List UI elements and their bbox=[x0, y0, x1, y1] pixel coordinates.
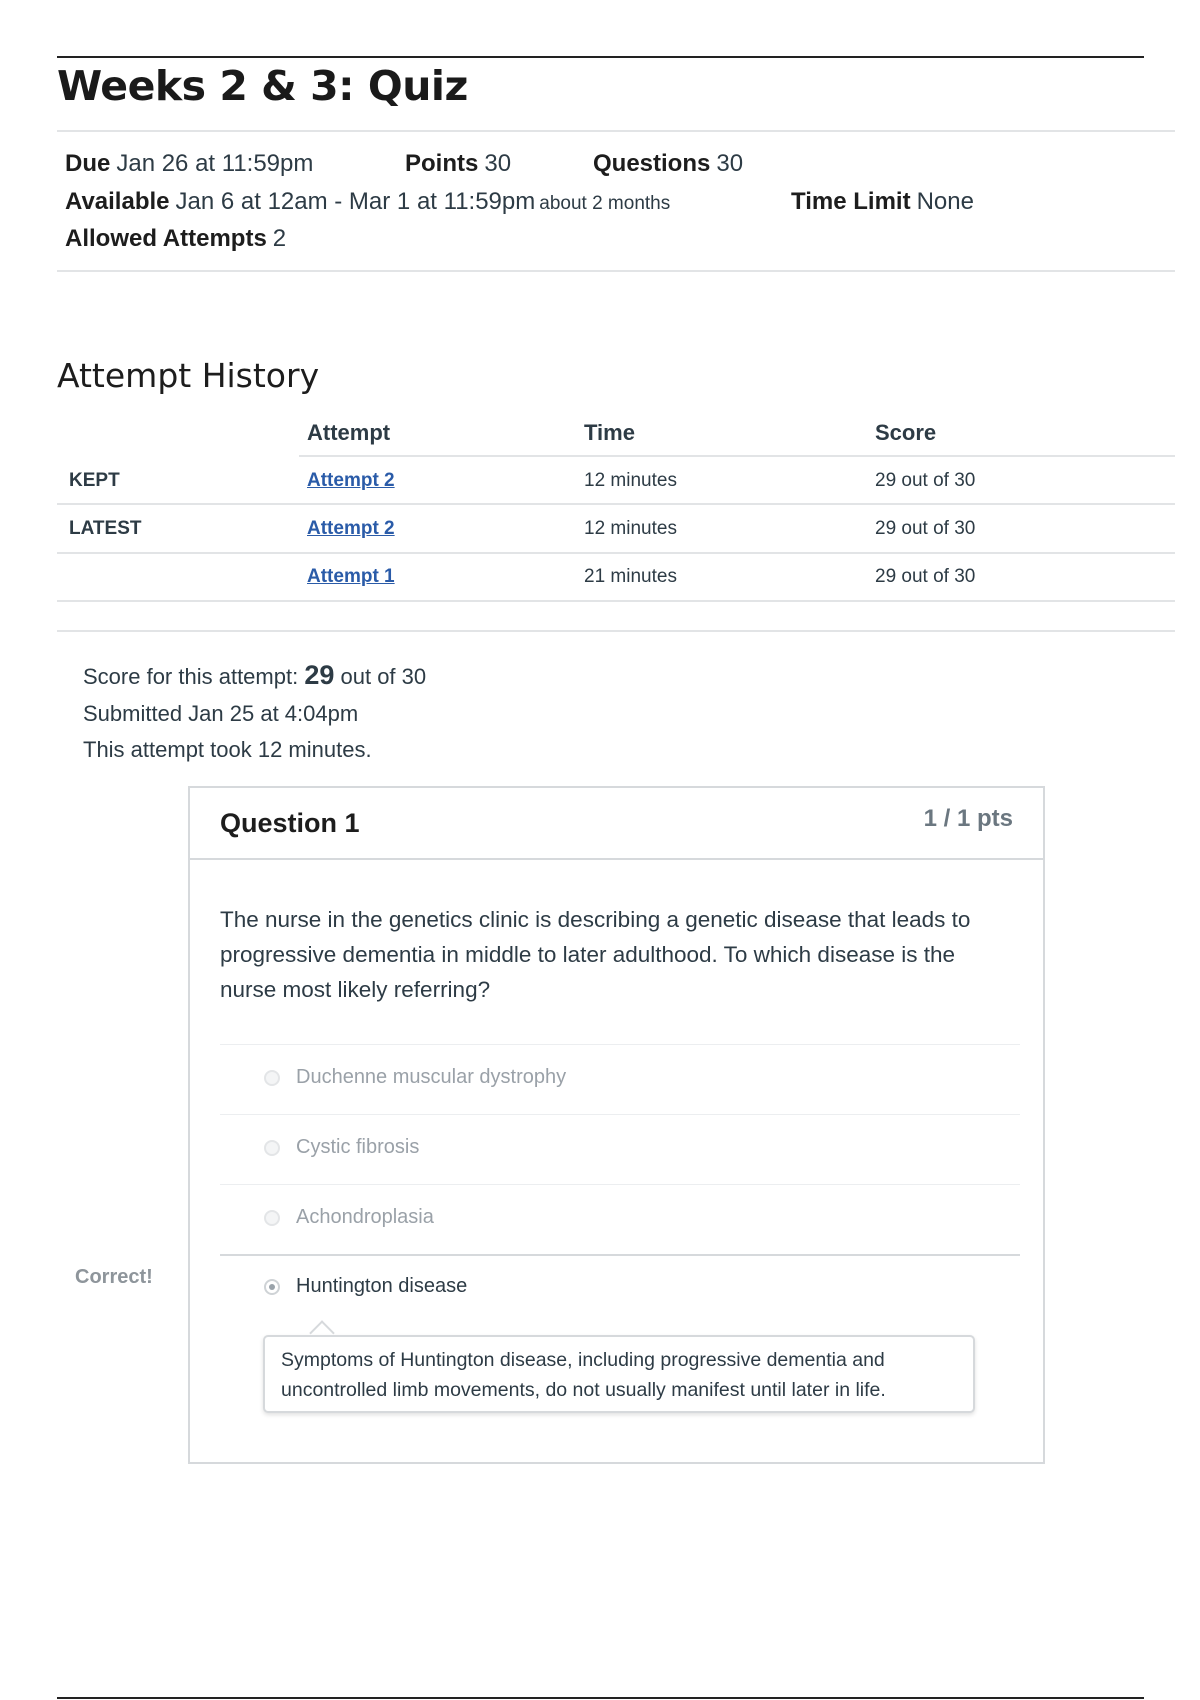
attempt-time: 12 minutes bbox=[584, 470, 677, 491]
questions-info bbox=[593, 150, 743, 178]
available-duration: about 2 months bbox=[539, 193, 671, 214]
summary-divider bbox=[57, 630, 1175, 632]
attempt-score: 29 out of 30 bbox=[875, 566, 976, 587]
table-row-divider bbox=[57, 600, 1175, 602]
available-value: Jan 6 at 12am - Mar 1 at 11:59pm bbox=[175, 188, 536, 215]
time-limit-label: Time Limit bbox=[791, 188, 911, 215]
attempt-time: 21 minutes bbox=[584, 566, 677, 587]
row-status-kept: KEPT bbox=[69, 470, 120, 491]
attempt-duration-text: This attempt took 12 minutes. bbox=[83, 737, 372, 762]
top-rule bbox=[57, 56, 1144, 58]
points-label: Points bbox=[405, 150, 479, 177]
answer-divider bbox=[220, 1184, 1020, 1185]
allowed-attempts-value: 2 bbox=[272, 225, 287, 252]
answer-radio[interactable] bbox=[264, 1140, 280, 1156]
answer-option-text: Achondroplasia bbox=[296, 1206, 434, 1228]
allowed-attempts-info bbox=[65, 225, 286, 253]
points-value: 30 bbox=[484, 150, 512, 177]
submitted-text: Submitted Jan 25 at 4:04pm bbox=[83, 701, 359, 726]
question-points: 1 / 1 pts bbox=[923, 805, 1013, 832]
page-title: Weeks 2 & 3: Quiz bbox=[57, 62, 468, 110]
row-status-latest: LATEST bbox=[69, 518, 142, 539]
attempt-score-summary bbox=[83, 660, 426, 691]
score-suffix: out of 30 bbox=[340, 664, 427, 689]
correct-answer-indicator: Correct! bbox=[75, 1266, 153, 1288]
due-label: Due bbox=[65, 150, 111, 177]
answer-divider bbox=[220, 1044, 1020, 1045]
answer-divider bbox=[220, 1254, 1020, 1256]
table-row-divider bbox=[57, 503, 1175, 505]
questions-label: Questions bbox=[593, 150, 711, 177]
column-header-score: Score bbox=[875, 420, 937, 445]
answer-option-text: Cystic fibrosis bbox=[296, 1136, 420, 1158]
score-value: 29 bbox=[304, 660, 335, 690]
question-card bbox=[188, 786, 1045, 1464]
question-header bbox=[190, 788, 1043, 860]
answer-radio[interactable] bbox=[264, 1070, 280, 1086]
question-title: Question 1 bbox=[220, 808, 360, 838]
table-header-divider bbox=[299, 455, 1175, 457]
answer-radio[interactable] bbox=[264, 1210, 280, 1226]
attempt-1-link[interactable]: Attempt 1 bbox=[307, 566, 395, 587]
attempt-2-link[interactable]: Attempt 2 bbox=[307, 518, 395, 539]
meta-divider bbox=[57, 270, 1175, 272]
time-limit-value: None bbox=[916, 188, 974, 215]
points-info bbox=[405, 150, 511, 178]
attempt-history-title: Attempt History bbox=[57, 356, 320, 395]
attempt-score: 29 out of 30 bbox=[875, 518, 976, 539]
table-row-divider bbox=[57, 552, 1175, 554]
answer-option-text-selected: Huntington disease bbox=[296, 1275, 468, 1297]
column-header-time: Time bbox=[584, 420, 635, 445]
available-info bbox=[65, 188, 670, 216]
allowed-attempts-label: Allowed Attempts bbox=[65, 225, 267, 252]
available-label: Available bbox=[65, 188, 170, 215]
due-info bbox=[65, 150, 313, 178]
answer-radio-selected[interactable] bbox=[264, 1279, 280, 1295]
due-value: Jan 26 at 11:59pm bbox=[116, 150, 314, 177]
attempt-score: 29 out of 30 bbox=[875, 470, 976, 491]
answer-feedback: Symptoms of Huntington disease, including progressive dementia and uncontrolled limb movements, do not usually manifest until later in life. bbox=[263, 1335, 975, 1413]
attempt-2-link[interactable]: Attempt 2 bbox=[307, 470, 395, 491]
bottom-rule bbox=[57, 1697, 1144, 1699]
answer-divider bbox=[220, 1114, 1020, 1115]
column-header-attempt: Attempt bbox=[307, 420, 391, 445]
questions-value: 30 bbox=[716, 150, 744, 177]
attempt-time: 12 minutes bbox=[584, 518, 677, 539]
header-divider bbox=[57, 130, 1175, 132]
time-limit-info bbox=[791, 188, 974, 216]
question-text: The nurse in the genetics clinic is describing a genetic disease that leads to progressive dementia in middle to later adulthood. To which disease is the nurse most likely referring? bbox=[220, 907, 971, 1002]
score-prefix: Score for this attempt: bbox=[83, 664, 299, 689]
answer-option-text: Duchenne muscular dystrophy bbox=[296, 1066, 567, 1088]
